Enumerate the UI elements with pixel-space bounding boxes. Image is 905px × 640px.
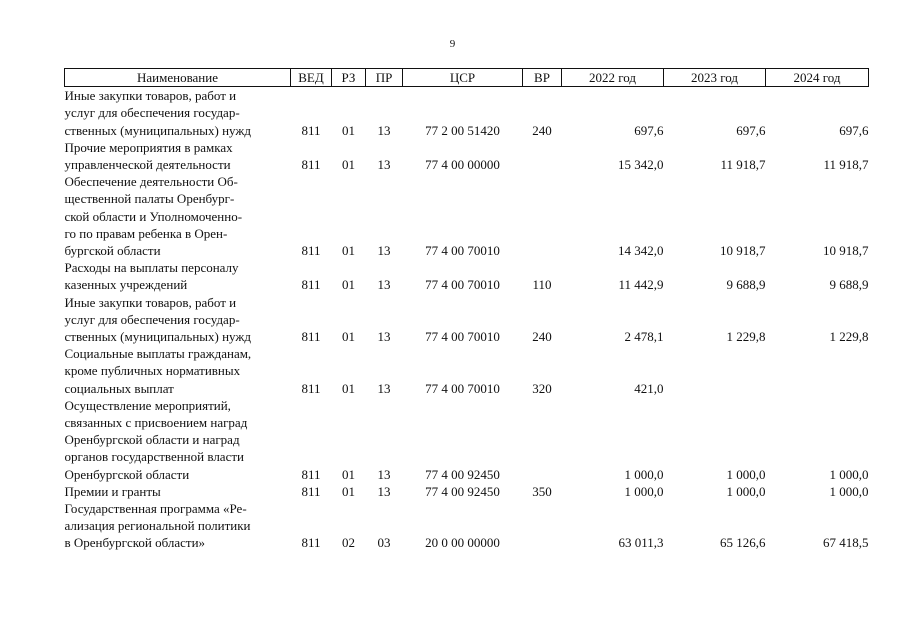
cell-pr: 03 [377,535,391,551]
cell-vr: 320 [532,380,552,396]
name-line: Социальные выплаты гражданам, [64,346,252,362]
cell-ved: 811 [301,157,321,173]
cell-rz: 02 [342,535,355,551]
table-row [65,173,869,259]
table-row [65,259,869,293]
name-line: ализация региональной политики [64,518,251,534]
cell-vr: 240 [532,329,552,345]
cell-ved: 811 [301,483,321,499]
cell-rz: 01 [342,329,355,345]
name-line: органов государственной власти [64,449,244,465]
header-rz: РЗ [332,69,366,87]
name-line: Осуществление мероприятий, [64,397,231,413]
table-row [65,345,869,397]
cell-2024: 10 918,7 [823,243,869,259]
cell-2024: 697,6 [839,122,869,138]
name-line: го по правам ребенка в Орен- [64,225,228,241]
cell-csr: 77 4 00 92450 [425,483,500,499]
cell-pr: 13 [377,277,391,293]
cell-pr: 13 [377,243,391,259]
name-line: кроме публичных нормативных [64,363,241,379]
name-line: в Оренбургской области» [64,535,206,551]
cell-csr: 77 4 00 70010 [425,243,500,259]
cell-ved: 811 [301,122,321,138]
cell-2024: 1 000,0 [829,466,869,482]
cell-rz: 01 [342,122,355,138]
cell-2023: 1 000,0 [726,466,766,482]
cell-2022: 697,6 [634,122,664,138]
cell-name [65,397,291,483]
cell-rz: 01 [342,157,355,173]
name-line: социальных выплат [64,380,174,396]
name-line: бургской области [64,243,161,259]
cell-vr [523,139,562,173]
cell-2023: 11 918,7 [720,157,766,173]
cell-csr: 77 4 00 92450 [425,466,500,482]
cell-csr: 20 0 00 00000 [425,535,500,551]
header-name: Наименование [65,69,291,87]
cell-rz: 01 [342,243,355,259]
name-line: услуг для обеспечения государ- [64,311,240,327]
name-line: Обеспечение деятельности Об- [64,174,238,190]
cell-2024 [766,345,869,397]
cell-rz: 01 [342,466,355,482]
header-pr: ПР [366,69,403,87]
cell-pr: 13 [377,157,391,173]
cell-ved: 811 [301,243,321,259]
cell-2022: 14 342,0 [618,243,664,259]
cell-csr: 77 2 00 51420 [425,122,500,138]
table-body [65,87,869,552]
cell-2022: 2 478,1 [624,329,664,345]
table-row [65,139,869,173]
cell-2022: 1 000,0 [624,483,664,499]
cell-pr: 13 [377,483,391,499]
cell-2023: 65 126,6 [720,535,766,551]
header-2024: 2024 год [766,69,869,87]
cell-2024: 11 918,7 [823,157,869,173]
cell-vr: 240 [532,122,552,138]
cell-pr: 13 [377,466,391,482]
cell-2023 [664,345,766,397]
table-row [65,397,869,483]
cell-csr: 77 4 00 00000 [425,157,500,173]
cell-2022: 15 342,0 [618,157,664,173]
name-line: Оренбургской области [64,466,190,482]
cell-rz: 01 [342,277,355,293]
name-line: щественной палаты Оренбург- [64,191,235,207]
cell-2023: 10 918,7 [720,243,766,259]
name-line: ской области и Уполномоченно- [64,208,243,224]
cell-2024: 67 418,5 [823,535,869,551]
table-row [65,483,869,500]
cell-name [65,173,291,259]
cell-ved: 811 [301,535,321,551]
table-row [65,87,869,139]
name-line: связанных с присвоением наград [64,415,248,431]
cell-pr: 13 [377,329,391,345]
cell-2022: 11 442,9 [618,277,664,293]
cell-rz: 01 [342,380,355,396]
cell-ved: 811 [301,380,321,396]
cell-2022: 421,0 [634,380,664,396]
cell-2022: 63 011,3 [618,535,664,551]
name-line: услуг для обеспечения государ- [64,105,240,121]
cell-name [65,500,291,552]
name-line: Оренбургской области и наград [64,432,240,448]
table-row [65,500,869,552]
cell-2023: 1 000,0 [726,483,766,499]
name-line: Прочие мероприятия в рамках [64,139,233,155]
budget-table [64,68,869,552]
cell-vr [523,173,562,259]
table-header [65,69,869,87]
cell-ved: 811 [301,466,321,482]
cell-csr: 77 4 00 70010 [425,277,500,293]
cell-name [65,294,291,346]
name-line: ственных (муниципальных) нужд [64,329,251,345]
cell-vr [523,500,562,552]
cell-name [65,139,291,173]
cell-name [65,259,291,293]
cell-ved: 811 [301,329,321,345]
header-2022: 2022 год [562,69,664,87]
cell-vr: 110 [532,277,552,293]
cell-name [65,345,291,397]
name-line: управленческой деятельности [64,157,231,173]
cell-name [65,483,291,500]
cell-ved: 811 [301,277,321,293]
header-2023: 2023 год [664,69,766,87]
cell-name [65,87,291,139]
cell-2023: 1 229,8 [726,329,766,345]
cell-2024: 1 229,8 [829,329,869,345]
cell-2023: 697,6 [736,122,766,138]
cell-2024: 9 688,9 [829,277,869,293]
name-line: Премии и гранты [64,483,161,499]
cell-2022: 1 000,0 [624,466,664,482]
cell-csr: 77 4 00 70010 [425,329,500,345]
name-line: Расходы на выплаты персоналу [64,260,239,276]
header-vr: ВР [523,69,562,87]
cell-vr: 350 [532,483,552,499]
name-line: казенных учреждений [64,277,188,293]
cell-rz: 01 [342,483,355,499]
name-line: ственных (муниципальных) нужд [64,122,251,138]
cell-pr: 13 [377,122,391,138]
header-ved: ВЕД [291,69,332,87]
name-line: Иные закупки товаров, работ и [64,88,237,104]
cell-csr: 77 4 00 70010 [425,380,500,396]
name-line: Государственная программа «Ре- [64,501,247,517]
header-csr: ЦСР [403,69,523,87]
cell-2023: 9 688,9 [726,277,766,293]
name-line: Иные закупки товаров, работ и [64,294,237,310]
page-number: 9 [449,38,456,50]
cell-2024: 1 000,0 [829,483,869,499]
cell-vr [523,397,562,483]
cell-pr: 13 [377,380,391,396]
table-row [65,294,869,346]
